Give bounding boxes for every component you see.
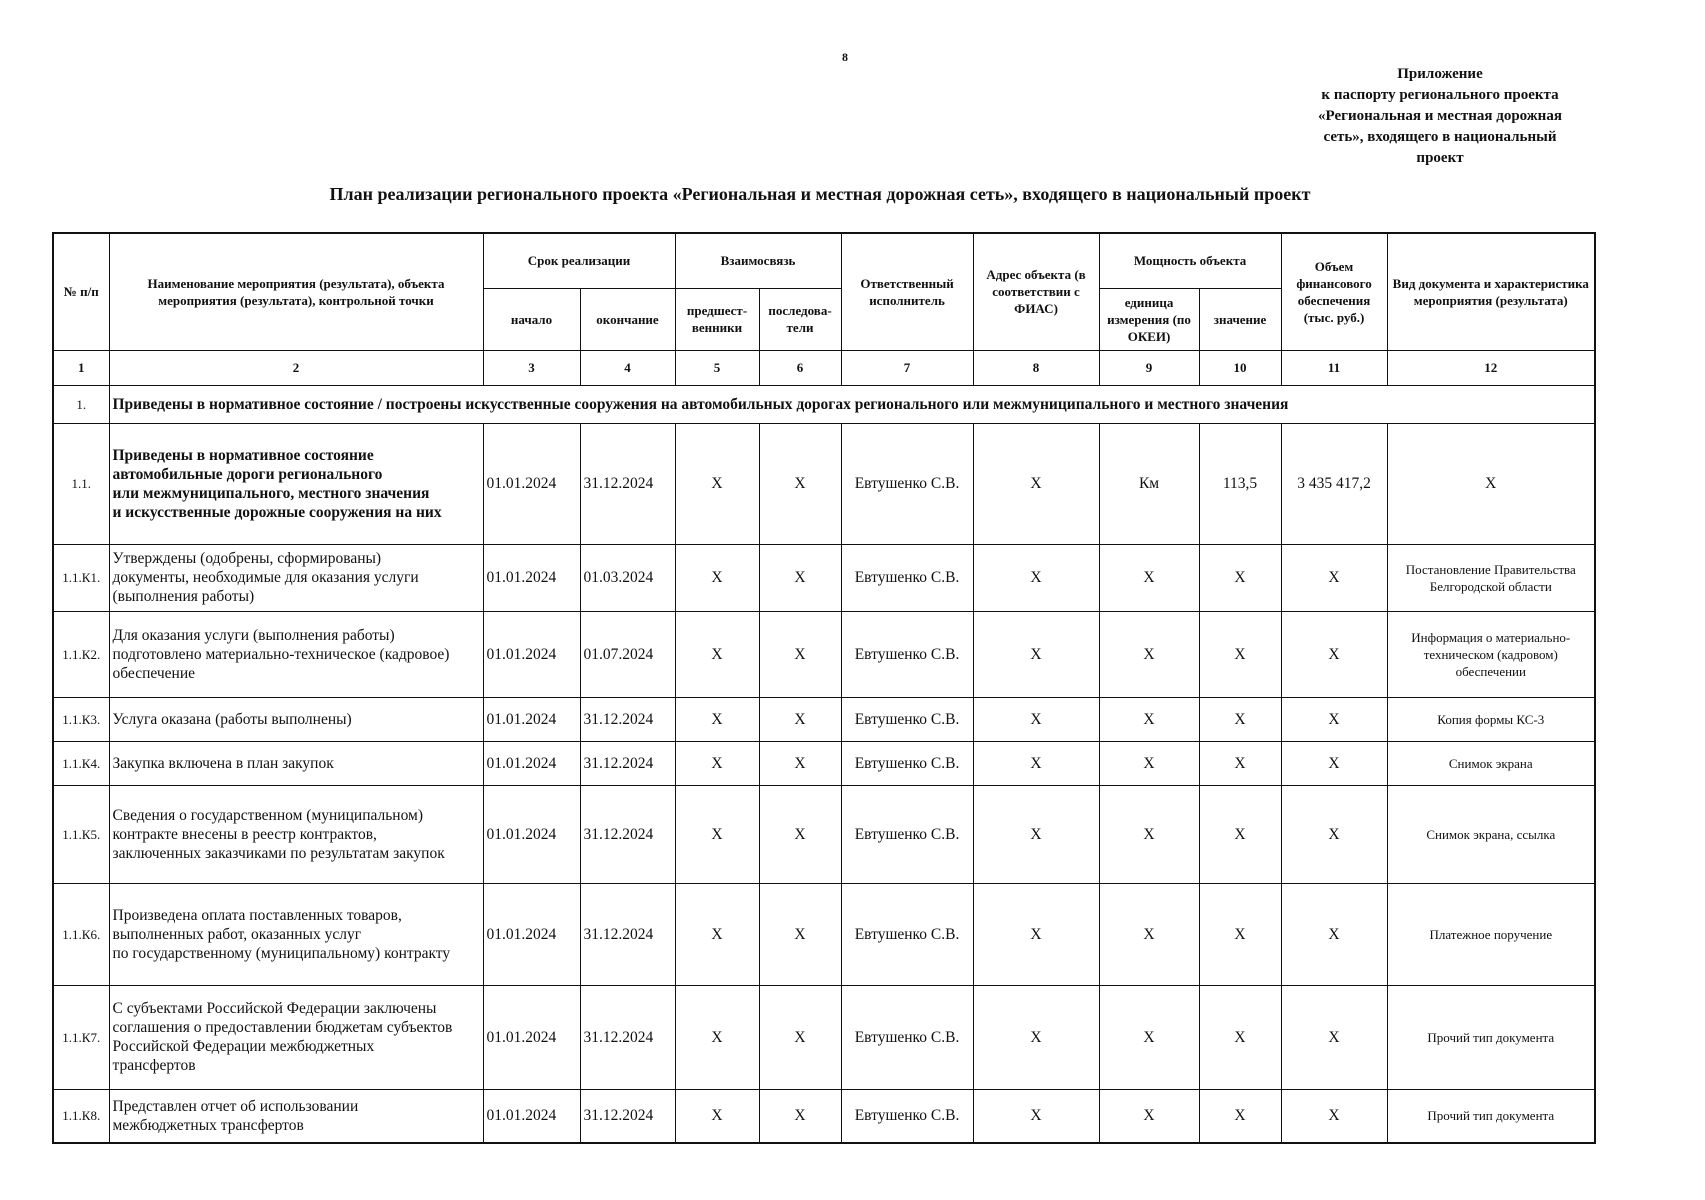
row-predecessors: X <box>675 741 759 785</box>
row-start-date: 01.01.2024 <box>483 544 580 611</box>
row-doc-type: Копия формы КС-3 <box>1387 697 1595 741</box>
row-start-date: 01.01.2024 <box>483 883 580 985</box>
row-address: X <box>973 785 1099 883</box>
row-name-line: Приведены в нормативное состояние <box>112 446 374 464</box>
table-row <box>53 544 1595 611</box>
row-address: X <box>973 611 1099 697</box>
row-unit: X <box>1099 883 1199 985</box>
header-value: значение <box>1199 288 1281 350</box>
row-unit: X <box>1099 544 1199 611</box>
row-name-line: документы, необходимые для оказания услуги <box>112 569 419 586</box>
row-predecessors: X <box>675 883 759 985</box>
row-num: 1.1.К6. <box>53 883 109 985</box>
row-start-date: 01.01.2024 <box>483 423 580 544</box>
row-finance: X <box>1281 985 1387 1089</box>
header-responsible: Ответственный исполнитель <box>841 233 973 350</box>
row-value: X <box>1199 883 1281 985</box>
row-successors: X <box>759 611 841 697</box>
header-link: Взаимосвязь <box>675 233 841 288</box>
row-successors: X <box>759 883 841 985</box>
header-start: начало <box>483 288 580 350</box>
row-address: X <box>973 697 1099 741</box>
row-name-line: соглашения о предоставлении бюджетам субъектов <box>112 1019 453 1036</box>
row-successors: X <box>759 985 841 1089</box>
row-start-date: 01.01.2024 <box>483 611 580 697</box>
row-start-date: 01.01.2024 <box>483 985 580 1089</box>
column-number-row <box>53 350 1595 385</box>
row-unit: X <box>1099 1089 1199 1143</box>
row-address: X <box>973 544 1099 611</box>
section-title: Приведены в нормативное состояние / построены искусственные сооружения на автомобильных дорогах регионального или межмуниципального и местного значения <box>109 385 1595 423</box>
row-end-date: 31.12.2024 <box>580 697 675 741</box>
row-value: X <box>1199 785 1281 883</box>
row-start-date: 01.01.2024 <box>483 741 580 785</box>
row-name-line: контракте внесены в реестр контрактов, <box>112 825 377 843</box>
row-value: X <box>1199 741 1281 785</box>
row-name-line: трансфертов <box>112 1057 196 1074</box>
row-name-line: Произведена оплата поставленных товаров, <box>112 906 402 924</box>
column-number: 10 <box>1199 350 1281 385</box>
row-name <box>109 1089 483 1143</box>
row-unit: X <box>1099 611 1199 697</box>
row-doc-type: X <box>1387 423 1595 544</box>
row-start-date: 01.01.2024 <box>483 697 580 741</box>
row-name-line: выполненных работ, оказанных услуг <box>112 925 362 943</box>
row-name-line: Для оказания услуги (выполнения работы) <box>112 626 395 644</box>
row-num: 1.1.К5. <box>53 785 109 883</box>
header-successors: последова-тели <box>759 288 841 350</box>
row-name <box>109 544 483 611</box>
row-responsible: Евтушенко С.В. <box>841 1089 973 1143</box>
column-number: 8 <box>973 350 1099 385</box>
row-unit: Км <box>1099 423 1199 544</box>
table-row <box>53 423 1595 544</box>
table-row <box>53 785 1595 883</box>
row-num: 1.1.К2. <box>53 611 109 697</box>
row-name <box>109 611 483 697</box>
table-row <box>53 883 1595 985</box>
row-predecessors: X <box>675 785 759 883</box>
row-num: 1.1.К8. <box>53 1089 109 1143</box>
row-value: X <box>1199 611 1281 697</box>
row-finance: X <box>1281 741 1387 785</box>
header-doc-type: Вид документа и характеристика мероприятия (результата) <box>1387 233 1595 350</box>
row-finance: X <box>1281 785 1387 883</box>
row-num: 1.1.К7. <box>53 985 109 1089</box>
row-name <box>109 741 483 785</box>
row-doc-type: Информация о материально-техническом (кадровом) обеспечении <box>1387 611 1595 697</box>
header-predecessors: предшест-венники <box>675 288 759 350</box>
row-value: 113,5 <box>1199 423 1281 544</box>
row-value: X <box>1199 1089 1281 1143</box>
row-responsible: Евтушенко С.В. <box>841 544 973 611</box>
row-responsible: Евтушенко С.В. <box>841 785 973 883</box>
appendix-line: Приложение <box>1397 66 1483 82</box>
row-name-line: и искусственные дорожные сооружения на них <box>112 503 442 521</box>
row-end-date: 31.12.2024 <box>580 985 675 1089</box>
row-name <box>109 883 483 985</box>
row-predecessors: X <box>675 611 759 697</box>
row-finance: X <box>1281 611 1387 697</box>
row-end-date: 31.12.2024 <box>580 423 675 544</box>
row-unit: X <box>1099 697 1199 741</box>
row-name-line: Утверждены (одобрены, сформированы) <box>112 550 382 567</box>
row-name <box>109 423 483 544</box>
header-period: Срок реализации <box>483 233 675 288</box>
header-finance: Объем финансового обеспечения (тыс. руб.) <box>1281 233 1387 350</box>
row-address: X <box>973 883 1099 985</box>
row-finance: X <box>1281 1089 1387 1143</box>
row-unit: X <box>1099 785 1199 883</box>
table-row <box>53 697 1595 741</box>
row-doc-type: Постановление Правительства Белгородской области <box>1387 544 1595 611</box>
row-responsible: Евтушенко С.В. <box>841 883 973 985</box>
row-finance: 3 435 417,2 <box>1281 423 1387 544</box>
table-row <box>53 611 1595 697</box>
row-name-line: заключенных заказчиками по результатам закупок <box>112 844 445 862</box>
row-doc-type: Прочий тип документа <box>1387 1089 1595 1143</box>
row-start-date: 01.01.2024 <box>483 785 580 883</box>
row-end-date: 01.03.2024 <box>580 544 675 611</box>
row-end-date: 31.12.2024 <box>580 1089 675 1143</box>
row-end-date: 31.12.2024 <box>580 785 675 883</box>
row-doc-type: Снимок экрана <box>1387 741 1595 785</box>
row-value: X <box>1199 985 1281 1089</box>
column-number: 11 <box>1281 350 1387 385</box>
row-predecessors: X <box>675 423 759 544</box>
plan-rows <box>53 423 1595 1143</box>
row-successors: X <box>759 423 841 544</box>
appendix-note <box>1290 64 1590 169</box>
row-name-line: Представлен отчет об использовании <box>112 1097 359 1115</box>
row-value: X <box>1199 697 1281 741</box>
row-start-date: 01.01.2024 <box>483 1089 580 1143</box>
row-address: X <box>973 985 1099 1089</box>
row-end-date: 31.12.2024 <box>580 741 675 785</box>
row-name-line: Услуга оказана (работы выполнены) <box>112 710 352 728</box>
row-finance: X <box>1281 697 1387 741</box>
row-name-line: Закупка включена в план закупок <box>112 754 334 772</box>
row-name-line: по государственному (муниципальному) контракту <box>112 944 451 962</box>
page-number: 8 <box>842 50 848 64</box>
row-name-line: межбюджетных трансфертов <box>112 1116 304 1134</box>
row-responsible: Евтушенко С.В. <box>841 741 973 785</box>
row-responsible: Евтушенко С.В. <box>841 423 973 544</box>
row-end-date: 01.07.2024 <box>580 611 675 697</box>
row-value: X <box>1199 544 1281 611</box>
column-number: 5 <box>675 350 759 385</box>
header-num: № п/п <box>53 233 109 350</box>
column-number: 6 <box>759 350 841 385</box>
row-num: 1.1. <box>53 423 109 544</box>
table-row <box>53 985 1595 1089</box>
row-doc-type: Прочий тип документа <box>1387 985 1595 1089</box>
column-number: 1 <box>53 350 109 385</box>
row-successors: X <box>759 1089 841 1143</box>
header-address: Адрес объекта (в соответствии с ФИАС) <box>973 233 1099 350</box>
appendix-line: «Региональная и местная дорожная <box>1318 108 1562 124</box>
row-responsible: Евтушенко С.В. <box>841 985 973 1089</box>
row-name-line: подготовлено материально-техническое (кадровое) <box>112 645 450 663</box>
row-name <box>109 785 483 883</box>
row-doc-type: Платежное поручение <box>1387 883 1595 985</box>
row-name-line: или межмуниципального, местного значения <box>112 484 430 502</box>
row-name <box>109 697 483 741</box>
row-name-line: С субъектами Российской Федерации заключены <box>112 1000 437 1017</box>
implementation-plan-table <box>52 232 1596 1144</box>
row-name-line: обеспечение <box>112 664 196 682</box>
header-capacity: Мощность объекта <box>1099 233 1281 288</box>
row-num: 1.1.К4. <box>53 741 109 785</box>
appendix-line: проект <box>1416 150 1464 166</box>
row-name-line: Сведения о государственном (муниципальном) <box>112 806 424 824</box>
row-predecessors: X <box>675 544 759 611</box>
row-successors: X <box>759 544 841 611</box>
row-predecessors: X <box>675 1089 759 1143</box>
row-name <box>109 985 483 1089</box>
column-number: 9 <box>1099 350 1199 385</box>
row-name-line: (выполнения работы) <box>112 588 255 605</box>
appendix-line: к паспорту регионального проекта <box>1321 87 1559 103</box>
table-row <box>53 741 1595 785</box>
row-predecessors: X <box>675 985 759 1089</box>
row-responsible: Евтушенко С.В. <box>841 611 973 697</box>
row-address: X <box>973 1089 1099 1143</box>
column-number: 2 <box>109 350 483 385</box>
row-predecessors: X <box>675 697 759 741</box>
header-unit: единица измерения (по ОКЕИ) <box>1099 288 1199 350</box>
appendix-line: сеть», входящего в национальный <box>1323 129 1557 145</box>
row-responsible: Евтушенко С.В. <box>841 697 973 741</box>
row-end-date: 31.12.2024 <box>580 883 675 985</box>
column-number: 4 <box>580 350 675 385</box>
row-successors: X <box>759 697 841 741</box>
table-row <box>53 1089 1595 1143</box>
row-address: X <box>973 741 1099 785</box>
section-num: 1. <box>53 385 109 423</box>
row-address: X <box>973 423 1099 544</box>
row-successors: X <box>759 741 841 785</box>
column-number: 3 <box>483 350 580 385</box>
row-name-line: Российской Федерации межбюджетных <box>112 1038 375 1055</box>
row-unit: X <box>1099 985 1199 1089</box>
header-end: окончание <box>580 288 675 350</box>
row-finance: X <box>1281 883 1387 985</box>
row-num: 1.1.К3. <box>53 697 109 741</box>
column-number: 7 <box>841 350 973 385</box>
row-unit: X <box>1099 741 1199 785</box>
row-num: 1.1.К1. <box>53 544 109 611</box>
row-name-line: автомобильные дороги регионального <box>112 465 383 483</box>
document-title: План реализации регионального проекта «Региональная и местная дорожная сеть», входящего в национальный проект <box>329 184 1311 204</box>
row-doc-type: Снимок экрана, ссылка <box>1387 785 1595 883</box>
column-number: 12 <box>1387 350 1595 385</box>
section-row <box>53 385 1595 423</box>
header-name: Наименование мероприятия (результата), объекта мероприятия (результата), контрольной точки <box>109 233 483 350</box>
row-successors: X <box>759 785 841 883</box>
row-finance: X <box>1281 544 1387 611</box>
